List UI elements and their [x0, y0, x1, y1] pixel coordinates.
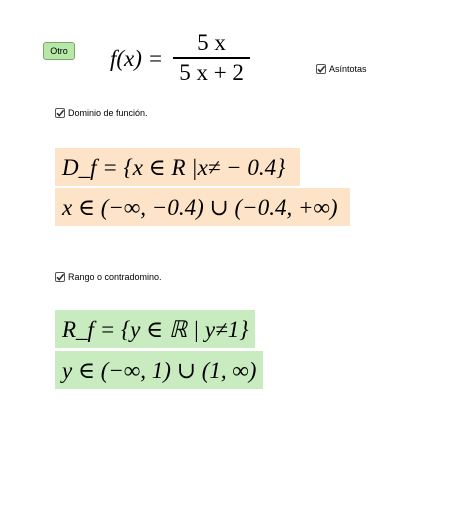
checkbox-checked-icon: [316, 64, 326, 74]
range-set-text: R_f = {y ∈ ℝ | y≠1}: [62, 316, 249, 342]
checkbox-checked-icon: [55, 272, 65, 282]
checkbox-checked-icon: [55, 108, 65, 118]
domain-set-text: D_f = {x ∈ R |x≠ − 0.4}: [62, 154, 286, 180]
range-interval-text: y ∈ (−∞, 1) ∪ (1, ∞): [62, 357, 257, 383]
dominio-checkbox[interactable]: [55, 108, 148, 118]
fraction-denominator: 5 x + 2: [179, 59, 244, 85]
range-set-box: [55, 310, 255, 348]
domain-set-box: [55, 148, 300, 186]
otro-button-label: Otro: [50, 46, 68, 56]
domain-interval-text: x ∈ (−∞, −0.4) ∪ (−0.4, +∞): [62, 194, 338, 220]
asintotas-checkbox[interactable]: [316, 64, 367, 74]
fraction-numerator: 5 x: [197, 30, 226, 55]
function-lhs: f(x) =: [110, 45, 164, 71]
function-fraction: [173, 30, 250, 86]
range-interval-box: [55, 351, 263, 389]
domain-interval-box: [55, 188, 350, 226]
rango-label: Rango o contradomino.: [68, 272, 162, 282]
rango-checkbox[interactable]: [55, 272, 162, 282]
function-formula: [110, 30, 250, 86]
fraction-bar: [173, 57, 250, 58]
asintotas-label: Asíntotas: [329, 64, 367, 74]
dominio-label: Dominio de función.: [68, 108, 148, 118]
otro-button[interactable]: [43, 42, 75, 60]
